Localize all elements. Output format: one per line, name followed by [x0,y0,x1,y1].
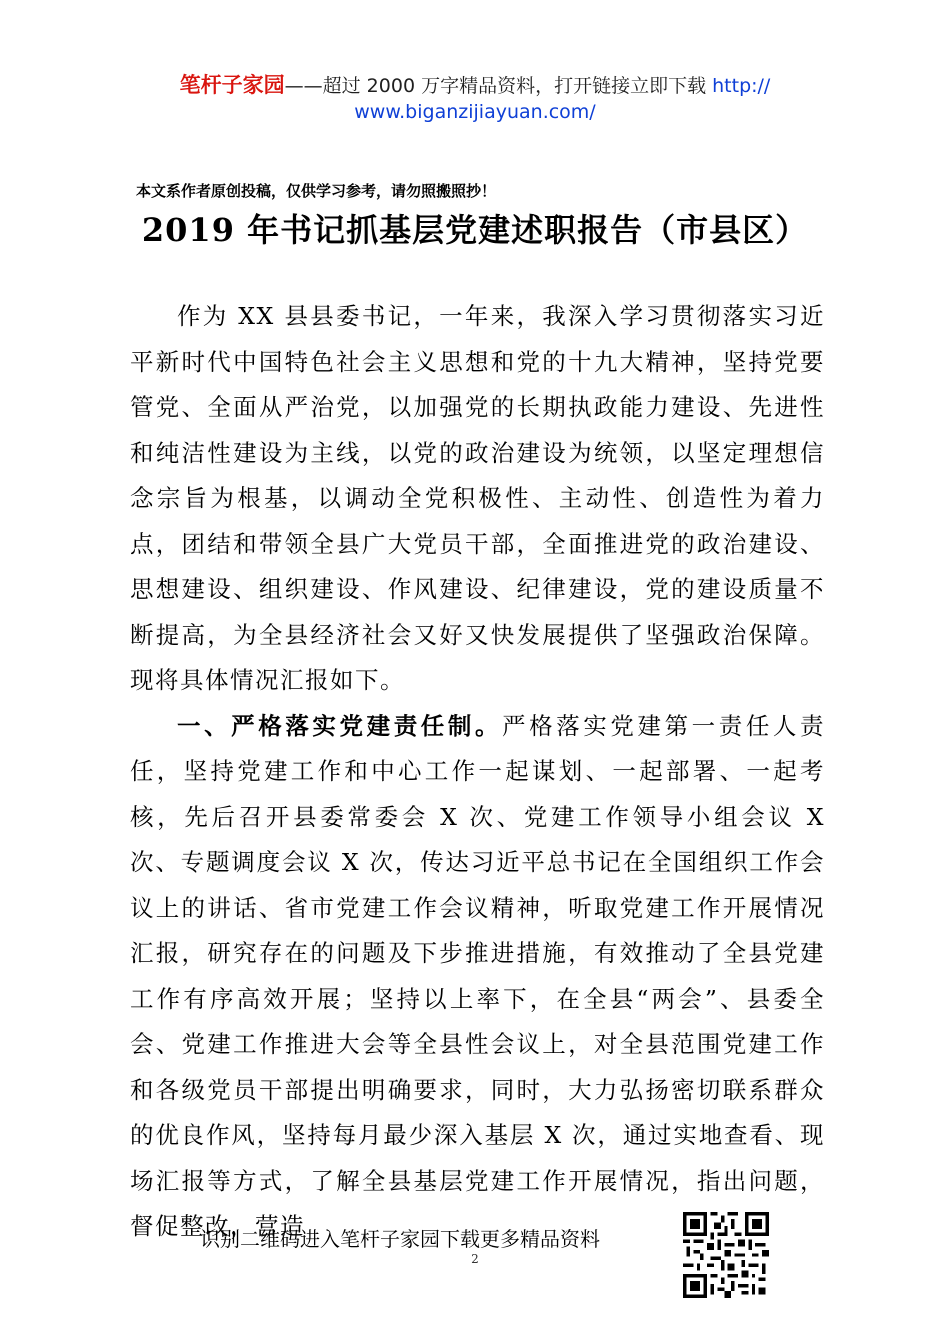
header-link[interactable]: www.biganzijiayuan.com/ [354,101,596,123]
section-body: 严格落实党建第一责任人责任，坚持党建工作和中心工作一起谋划、一起部署、一起考核，先后召开县委常委会 X 次、党建工作领导小组会议 X 次、专题调度会议 X 次，传达习近平总书记在全国组织工作会议上的讲话、省市党建工作会议精神，听取党建工作开展情况汇报，研究存在的问题及下步推进措施，有效推动了全县党建工作有序高效开展；坚持以上率下，在全县“两会”、县委全会、党建工作推进大会等全县性会议上，对全县范围党建工作和各级党员干部提出明确要求，同时，大力弘扬密切联系群众的优良作风，坚持每月最少深入基层 X 次，通过实地查看、现场汇报等方式，了解全县基层党建工作开展情况，指出问题，督促整改，营造 [130,711,826,1240]
header-line-1 [0,72,950,99]
paragraph-intro: 作为 XX 县县委书记，一年来，我深入学习贯彻落实习近平新时代中国特色社会主义思想和党的十九大精神，坚持党要管党、全面从严治党，以加强党的长期执政能力建设、先进性和纯洁性建设为主线，以党的政治建设为统领，以坚定理想信念宗旨为根基，以调动全党积极性、主动性、创造性为着力点，团结和带领全县广大党员干部，全面推进党的政治建设、思想建设、组织建设、作风建设、纪律建设，党的建设质量不断提高，为全县经济社会又好又快发展提供了坚强政治保障。现将具体情况汇报如下。 [130,302,825,694]
document-title: 2019 年书记抓基层党建述职报告（市县区） [141,211,809,249]
header-link-prefix[interactable]: http:// [712,75,771,97]
footer-promo: 识别二维码进入笔杆子家园下载更多精品资料 [200,1227,600,1251]
qr-code-icon[interactable] [683,1212,769,1298]
paragraph-section-1 [130,704,825,1250]
header-tagline: ——超过 2000 万字精品资料，打开链接立即下载 [284,75,713,97]
site-header [0,72,950,125]
section-heading: 一、严格落实党建责任制。 [177,711,503,740]
copyright-notice: 本文系作者原创投稿，仅供学习参考，请勿照搬照抄！ [136,182,497,200]
document-body [130,294,825,1250]
page-number: 2 [471,1252,479,1266]
brand-name[interactable]: 笔杆子家园 [179,73,285,97]
